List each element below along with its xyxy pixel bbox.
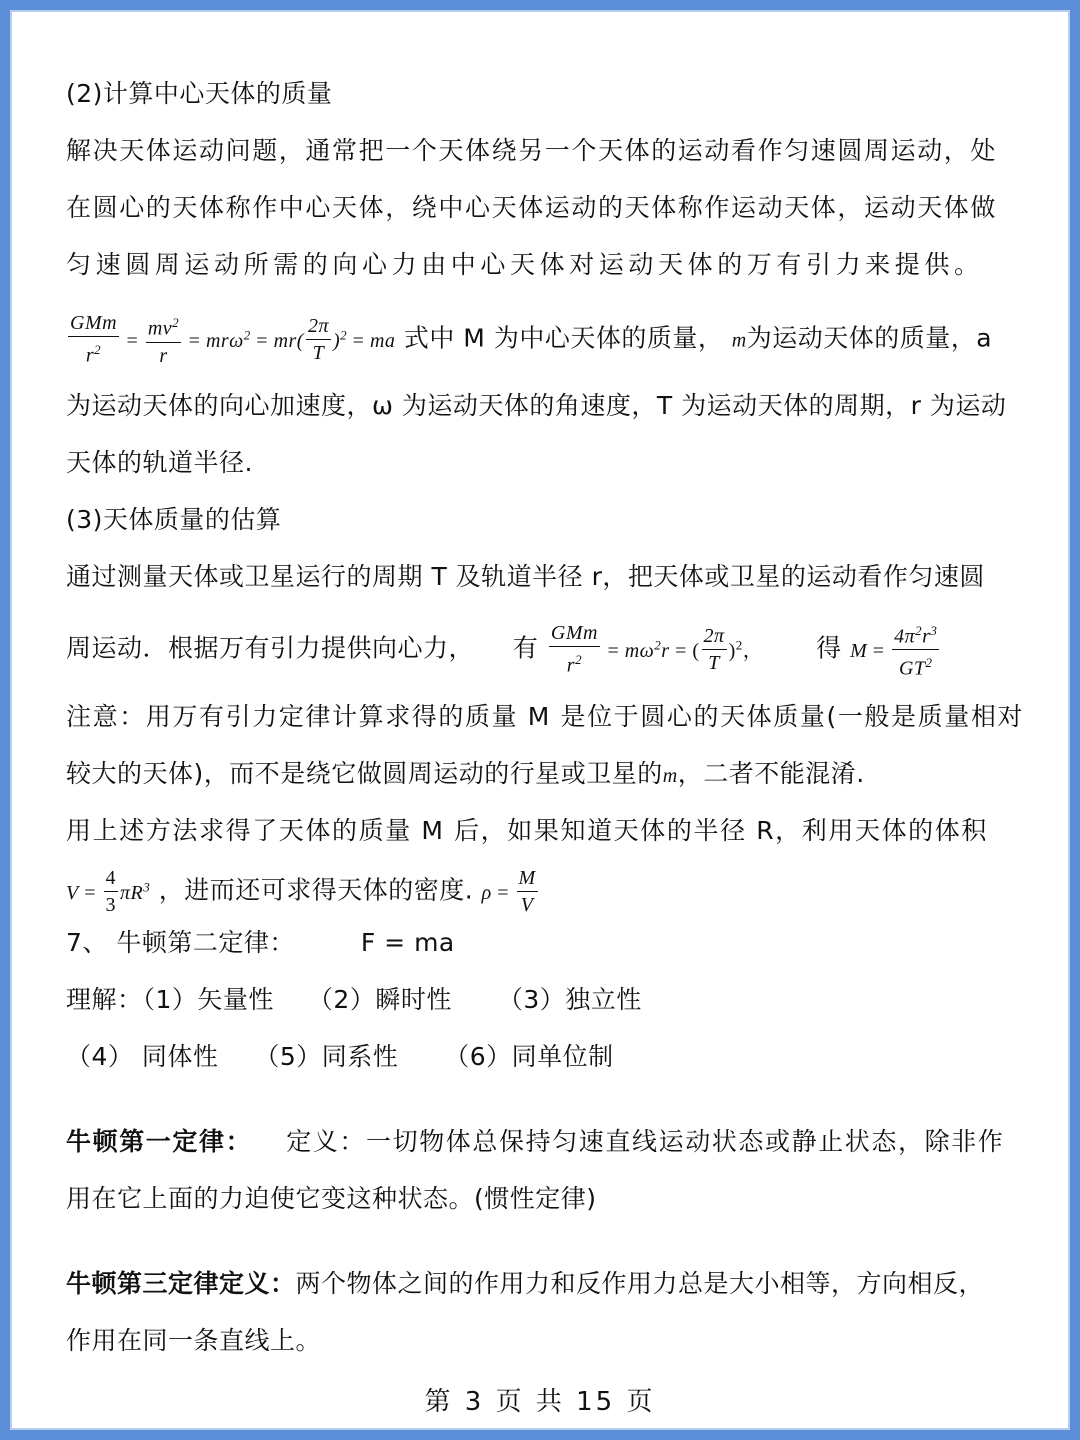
understanding-item: （2）瞬时性 [307, 985, 452, 1014]
gravitation-formula-line [66, 306, 1016, 370]
note-line-1: 注意：用万有引力定律计算求得的质量 M 是位于圆心的天体质量(一般是质量相对 [66, 702, 1025, 731]
symbol-m: m [662, 765, 678, 787]
mass-result-formula: M = $\frac{4\pi^2r^3}{GT^2}$ [850, 634, 941, 663]
section-3-paragraph-line-3: 用上述方法求得了天体的质量 M 后，如果知道天体的半径 R，利用天体的体积 [66, 816, 988, 845]
section-3-paragraph-line-1: 通过测量天体或卫星运行的周期 T 及轨道半径 r，把天体或卫星的运动看作匀速圆 [66, 562, 985, 591]
density-text: ，进而还可求得天体的密度. [158, 875, 474, 905]
note-line-2 [66, 756, 1016, 794]
understanding-row-1 [66, 982, 1016, 1018]
understanding-label: 理解： [66, 985, 143, 1014]
newton-third-law-line-1 [66, 1266, 1016, 1302]
formula-explanation-m: 为运动天体的质量，a [746, 323, 993, 353]
mass-estimate-formula: $\frac{\text{GMm}}{r^2}$ = $m\omega^2r$ = ( $\frac{2\pi}{T}$ )$^2$， [550, 622, 764, 677]
newton-third-law-definition: 两个物体之间的作用力和反作用力总是大小相等，方向相反， [295, 1269, 985, 1298]
section-2-paragraph-line-5: 天体的轨道半径. [66, 448, 253, 477]
formula-explanation: 式中 M 为中心天体的质量， [403, 323, 724, 353]
section-2-paragraph-line-3: 匀速圆周运动所需的向心力由中心天体对运动天体的万有引力来提供。 [66, 250, 984, 279]
symbol-m: m [731, 329, 747, 352]
newton-second-law-line [66, 925, 1016, 961]
understanding-item: （4） 同体性 [66, 1042, 219, 1071]
note-line-2-end: ，二者不能混淆. [677, 759, 865, 788]
formula-fraction: $\frac{\text{GMm}}{r^2}$ [70, 312, 118, 367]
formula-fraction: $\frac{2\pi}{T}$ [307, 315, 329, 365]
mass-estimate-de: 得 [816, 633, 842, 663]
understanding-item: （5）同系性 [254, 1042, 399, 1071]
formula-fraction: $\frac{mv^2}{r}$ [146, 310, 181, 369]
understanding-item: （3）独立性 [497, 985, 642, 1014]
density-formula: ρ = $\frac{M}{V}$ [481, 867, 536, 917]
newton-third-law-title: 牛顿第三定律定义： [66, 1269, 296, 1298]
newton-first-law-definition: 定义：一切物体总保持匀速直线运动状态或静止状态，除非作 [286, 1127, 1005, 1156]
mass-estimate-you: 有 [512, 633, 539, 663]
gravitation-formula: $\frac{\text{GMm}}{r^2}$ = $\frac{mv^2}{r}$ = mrω$^2$ = mr( $\frac{2\pi}{T}$ )$^2$ = ma [70, 312, 396, 367]
understanding-item: （6）同单位制 [444, 1042, 614, 1071]
volume-formula: V = $\frac{4}{3}$ $\pi R^3$ [66, 867, 151, 917]
newton-first-law-title: 牛顿第一定律： [66, 1127, 253, 1156]
page-number: 第 3 页 共 15 页 [424, 1387, 656, 1417]
newton-second-law-title: 7、 牛顿第二定律： [66, 928, 295, 957]
section-2-paragraph-line-2: 在圆心的天体称作中心天体，绕中心天体运动的天体称作运动天体，运动天体做 [66, 193, 998, 222]
mass-estimate-line [66, 616, 1016, 682]
newton-second-law-formula: F = ma [360, 928, 455, 957]
section-2-paragraph-line-4: 为运动天体的向心加速度，ω 为运动天体的角速度，T 为运动天体的周期，r 为运动 [66, 391, 1007, 420]
mass-estimate-text: 周运动．根据万有引力提供向心力， [66, 633, 475, 663]
understanding-row-2 [66, 1039, 1016, 1075]
note-line-2-text: 较大的天体)，而不是绕它做圆周运动的行星或卫星的 [66, 759, 663, 788]
newton-third-law-line-2: 作用在同一条直线上。 [66, 1326, 322, 1355]
newton-first-law-line-2: 用在它上面的力迫使它变这种状态。(惯性定律) [66, 1184, 597, 1213]
section-3-heading: (3)天体质量的估算 [66, 505, 282, 534]
newton-first-law-line-1 [66, 1124, 1016, 1160]
understanding-item: （1）矢量性 [142, 985, 274, 1014]
section-2-paragraph-line-1: 解决天体运动问题，通常把一个天体绕另一个天体的运动看作匀速圆周运动，处 [66, 136, 998, 165]
section-2-heading: (2)计算中心天体的质量 [66, 79, 333, 108]
density-line [66, 858, 1016, 922]
